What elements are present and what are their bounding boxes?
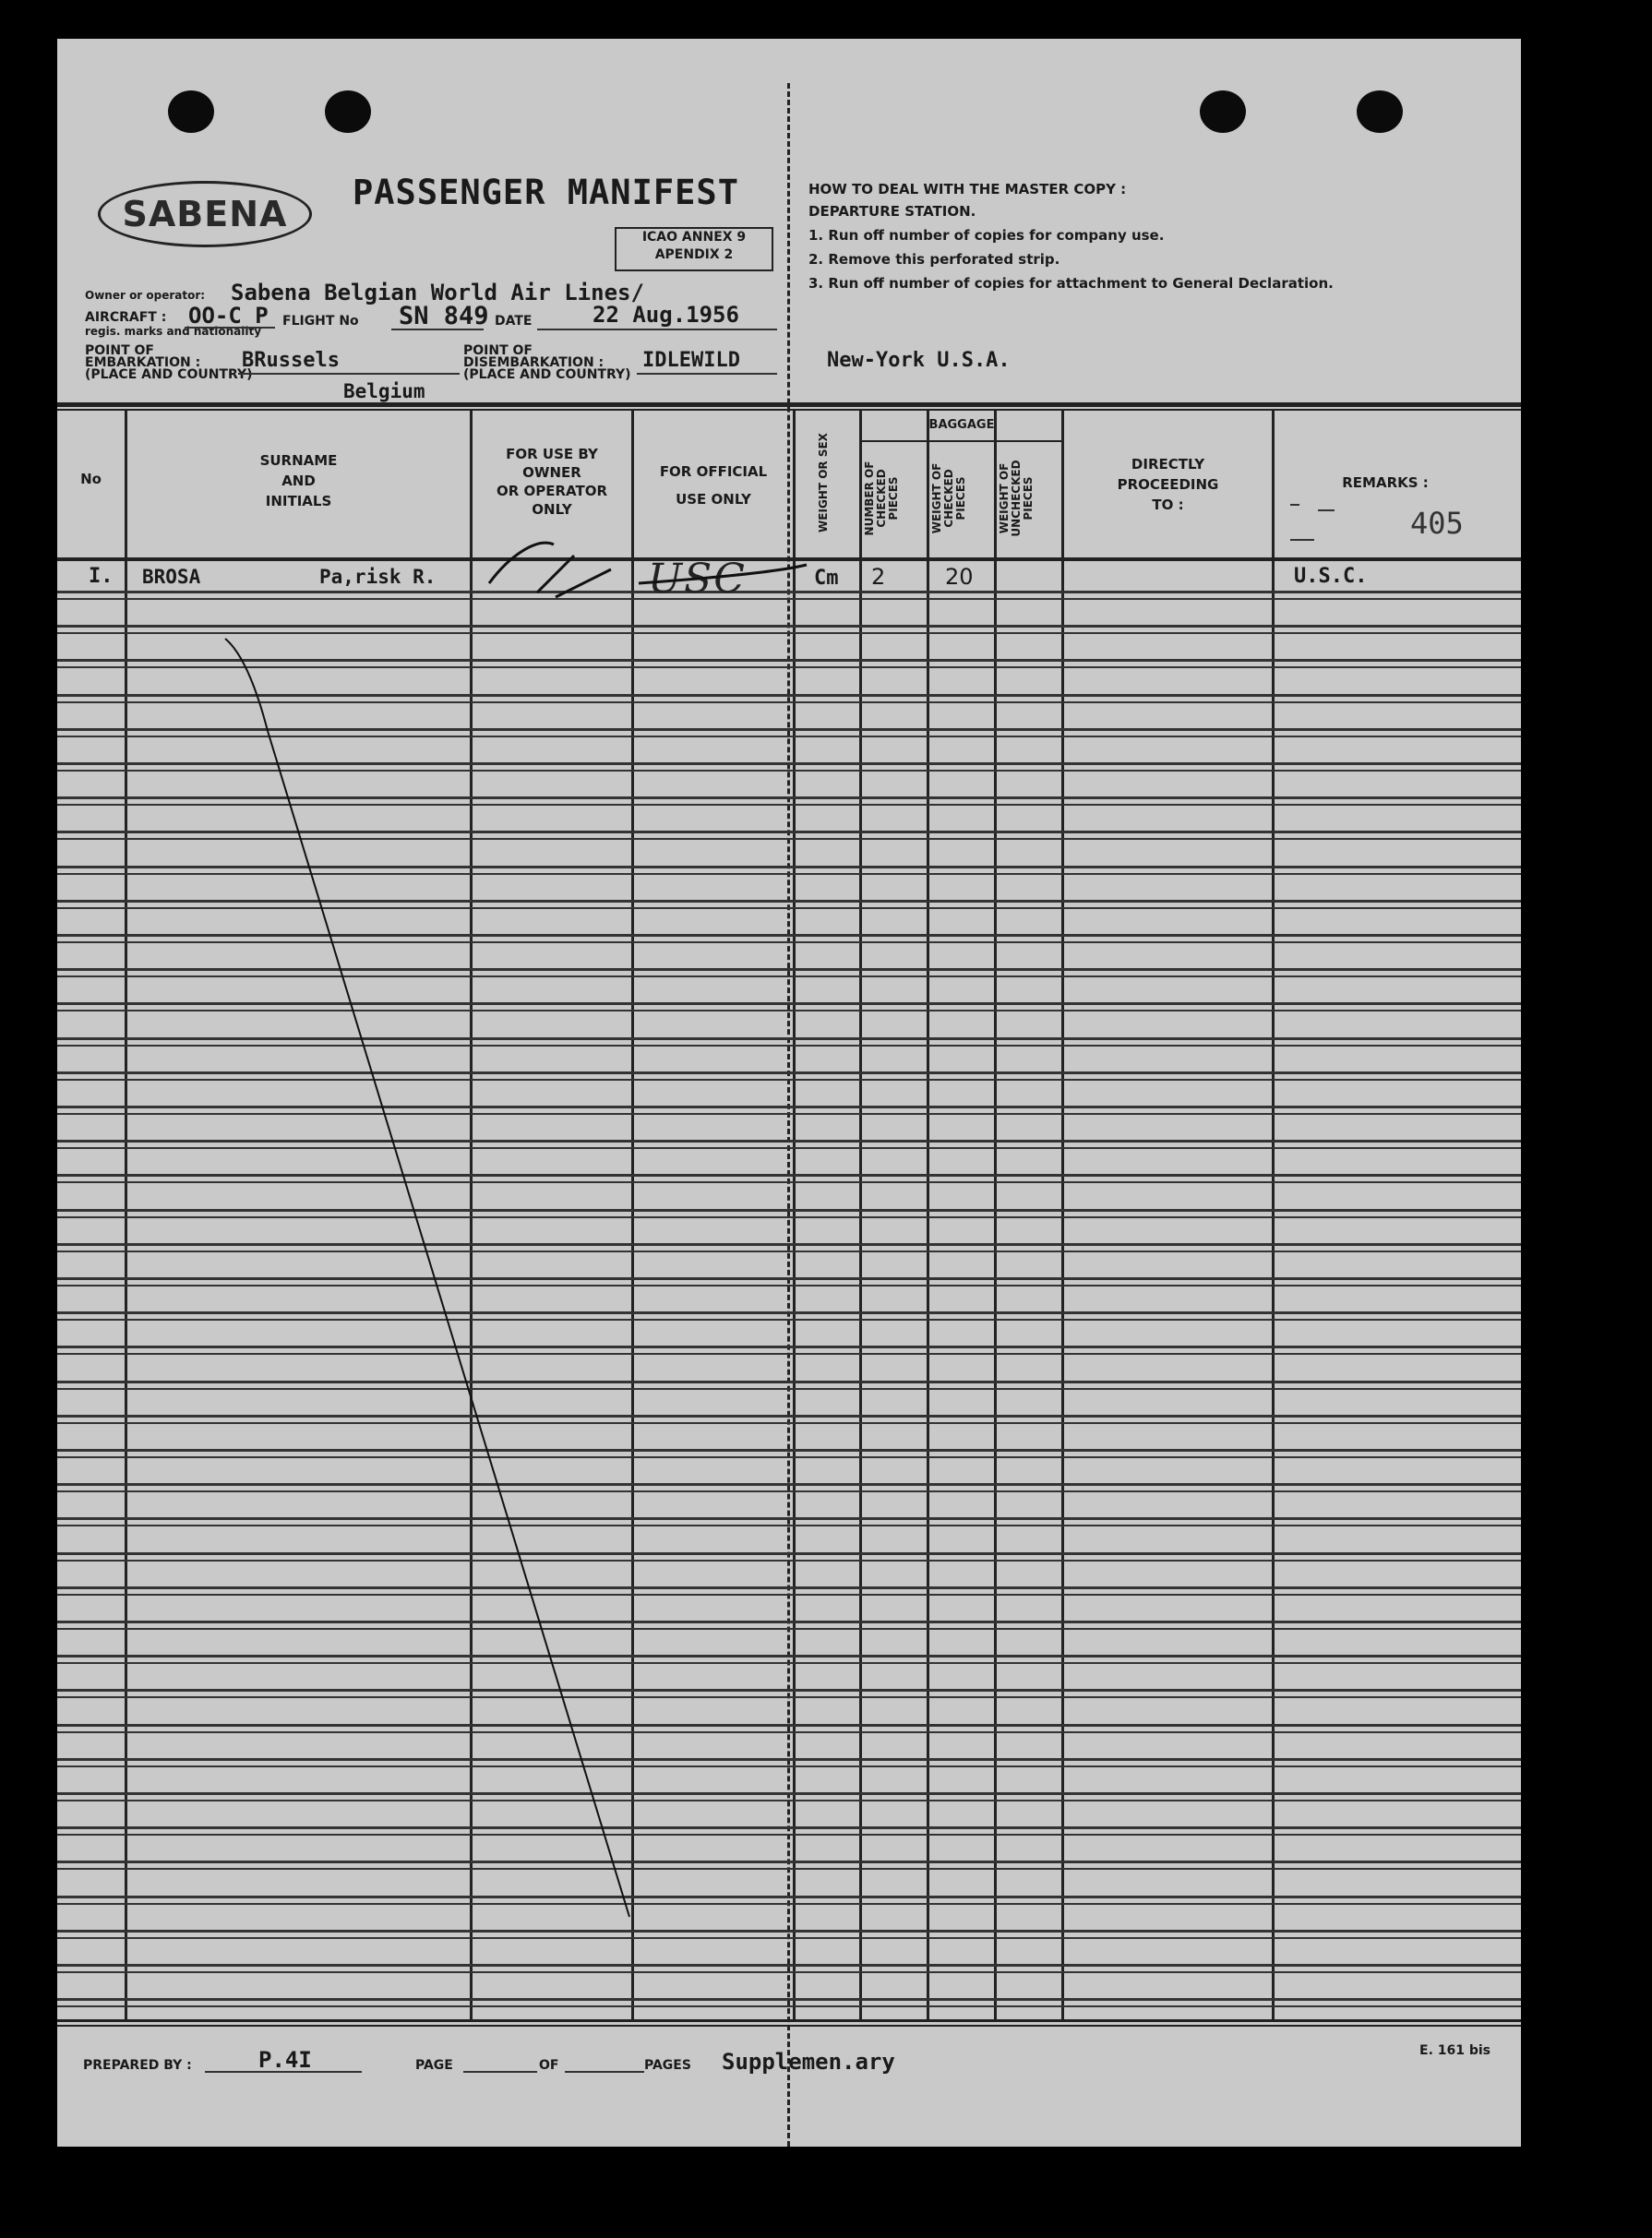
of-underline	[565, 2071, 644, 2073]
form-code: E. 161 bis	[1419, 2043, 1491, 2058]
col-header-surname: SURNAME AND INITIALS	[259, 452, 338, 509]
embarkation-country: Belgium	[343, 380, 425, 402]
manifest-sheet	[57, 39, 1521, 2147]
prepared-by-label: PREPARED BY :	[83, 2058, 192, 2073]
remarks-number: 405	[1410, 506, 1464, 541]
col-header-weight-or-sex: WEIGHT OR SEX	[817, 433, 830, 533]
page-label: PAGE	[415, 2058, 453, 2073]
prepared-by-underline	[205, 2071, 362, 2073]
cancel-line	[225, 639, 629, 1917]
col-header-unchecked-weight: WEIGHT OF UNCHECKED PIECES	[998, 460, 1035, 537]
footer-top-rule-2	[57, 2025, 1521, 2027]
passenger-no: I.	[89, 565, 114, 588]
owner-value: Sabena Belgian World Air Lines/	[231, 280, 644, 305]
pages-value: Supplemen.ary	[722, 2049, 895, 2075]
col-header-checked-weight: WEIGHT OF CHECKED PIECES	[930, 462, 967, 534]
col-header-remarks: REMARKS :	[1342, 474, 1429, 491]
official-use-strike	[639, 565, 807, 583]
passenger-checked-pieces: 2	[871, 564, 886, 590]
date-label: DATE	[495, 314, 533, 329]
owner-label: Owner or operator:	[85, 289, 206, 302]
form-title: PASSENGER MANIFEST	[353, 173, 739, 212]
embarkation-value: BRussels	[242, 349, 340, 372]
disembarkation-country: New-York U.S.A.	[827, 349, 1011, 372]
disembarkation-value: IDLEWILD	[642, 349, 740, 372]
instruction-3: 3. Run off number of copies for attachment to General Declaration.	[808, 275, 1334, 292]
flight-label: FLIGHT No	[282, 314, 359, 329]
sabena-logo: SABENA	[98, 181, 312, 247]
col-header-directly-proceeding: DIRECTLY PROCEEDING TO :	[1117, 456, 1219, 513]
flight-value: SN 849	[399, 302, 489, 330]
owner-use-scribble	[489, 543, 611, 597]
instruction-1: 1. Run off number of copies for company use.	[808, 227, 1165, 244]
passenger-official-use: USC	[648, 556, 747, 603]
col-header-owner-use: FOR USE BY OWNER OR OPERATOR ONLY	[496, 446, 608, 518]
passenger-checked-weight: 20	[945, 564, 974, 590]
aircraft-value: OO-C P	[188, 303, 269, 329]
date-value: 22 Aug.1956	[593, 302, 739, 328]
col-header-checked-pieces: NUMBER OF CHECKED PIECES	[863, 461, 900, 536]
pages-label: PAGES	[644, 2058, 691, 2073]
passenger-surname: BROSA	[142, 566, 201, 588]
prepared-by-value: P.4I	[258, 2047, 312, 2073]
col-header-baggage: BAGGAGE	[928, 418, 995, 432]
instructions-heading: HOW TO DEAL WITH THE MASTER COPY :	[808, 181, 1127, 197]
handwriting-overlay	[57, 39, 1521, 2147]
instructions-station: DEPARTURE STATION.	[808, 203, 976, 220]
embarkation-label: POINT OF EMBARKATION : (PLACE AND COUNTRY)	[85, 343, 253, 382]
passenger-initials: Pa,risk R.	[319, 566, 437, 588]
col-header-no: No	[80, 471, 102, 487]
footer-top-rule	[57, 2019, 1521, 2022]
page-underline	[463, 2071, 537, 2073]
instruction-2: 2. Remove this perforated strip.	[808, 251, 1060, 268]
icao-annex-box: ICAO ANNEX 9 APENDIX 2	[615, 227, 773, 271]
aircraft-sublabel: regis. marks and nationality	[85, 325, 262, 338]
passenger-weight-sex: Cm	[814, 567, 839, 590]
col-header-official-use: FOR OFFICIAL USE ONLY	[659, 463, 768, 508]
aircraft-label: AIRCRAFT :	[85, 310, 167, 325]
passenger-remarks: U.S.C.	[1294, 565, 1368, 588]
disembarkation-label: POINT OF DISEMBARKATION : (PLACE AND COUNTRY)	[463, 343, 631, 382]
of-label: OF	[539, 2058, 559, 2073]
